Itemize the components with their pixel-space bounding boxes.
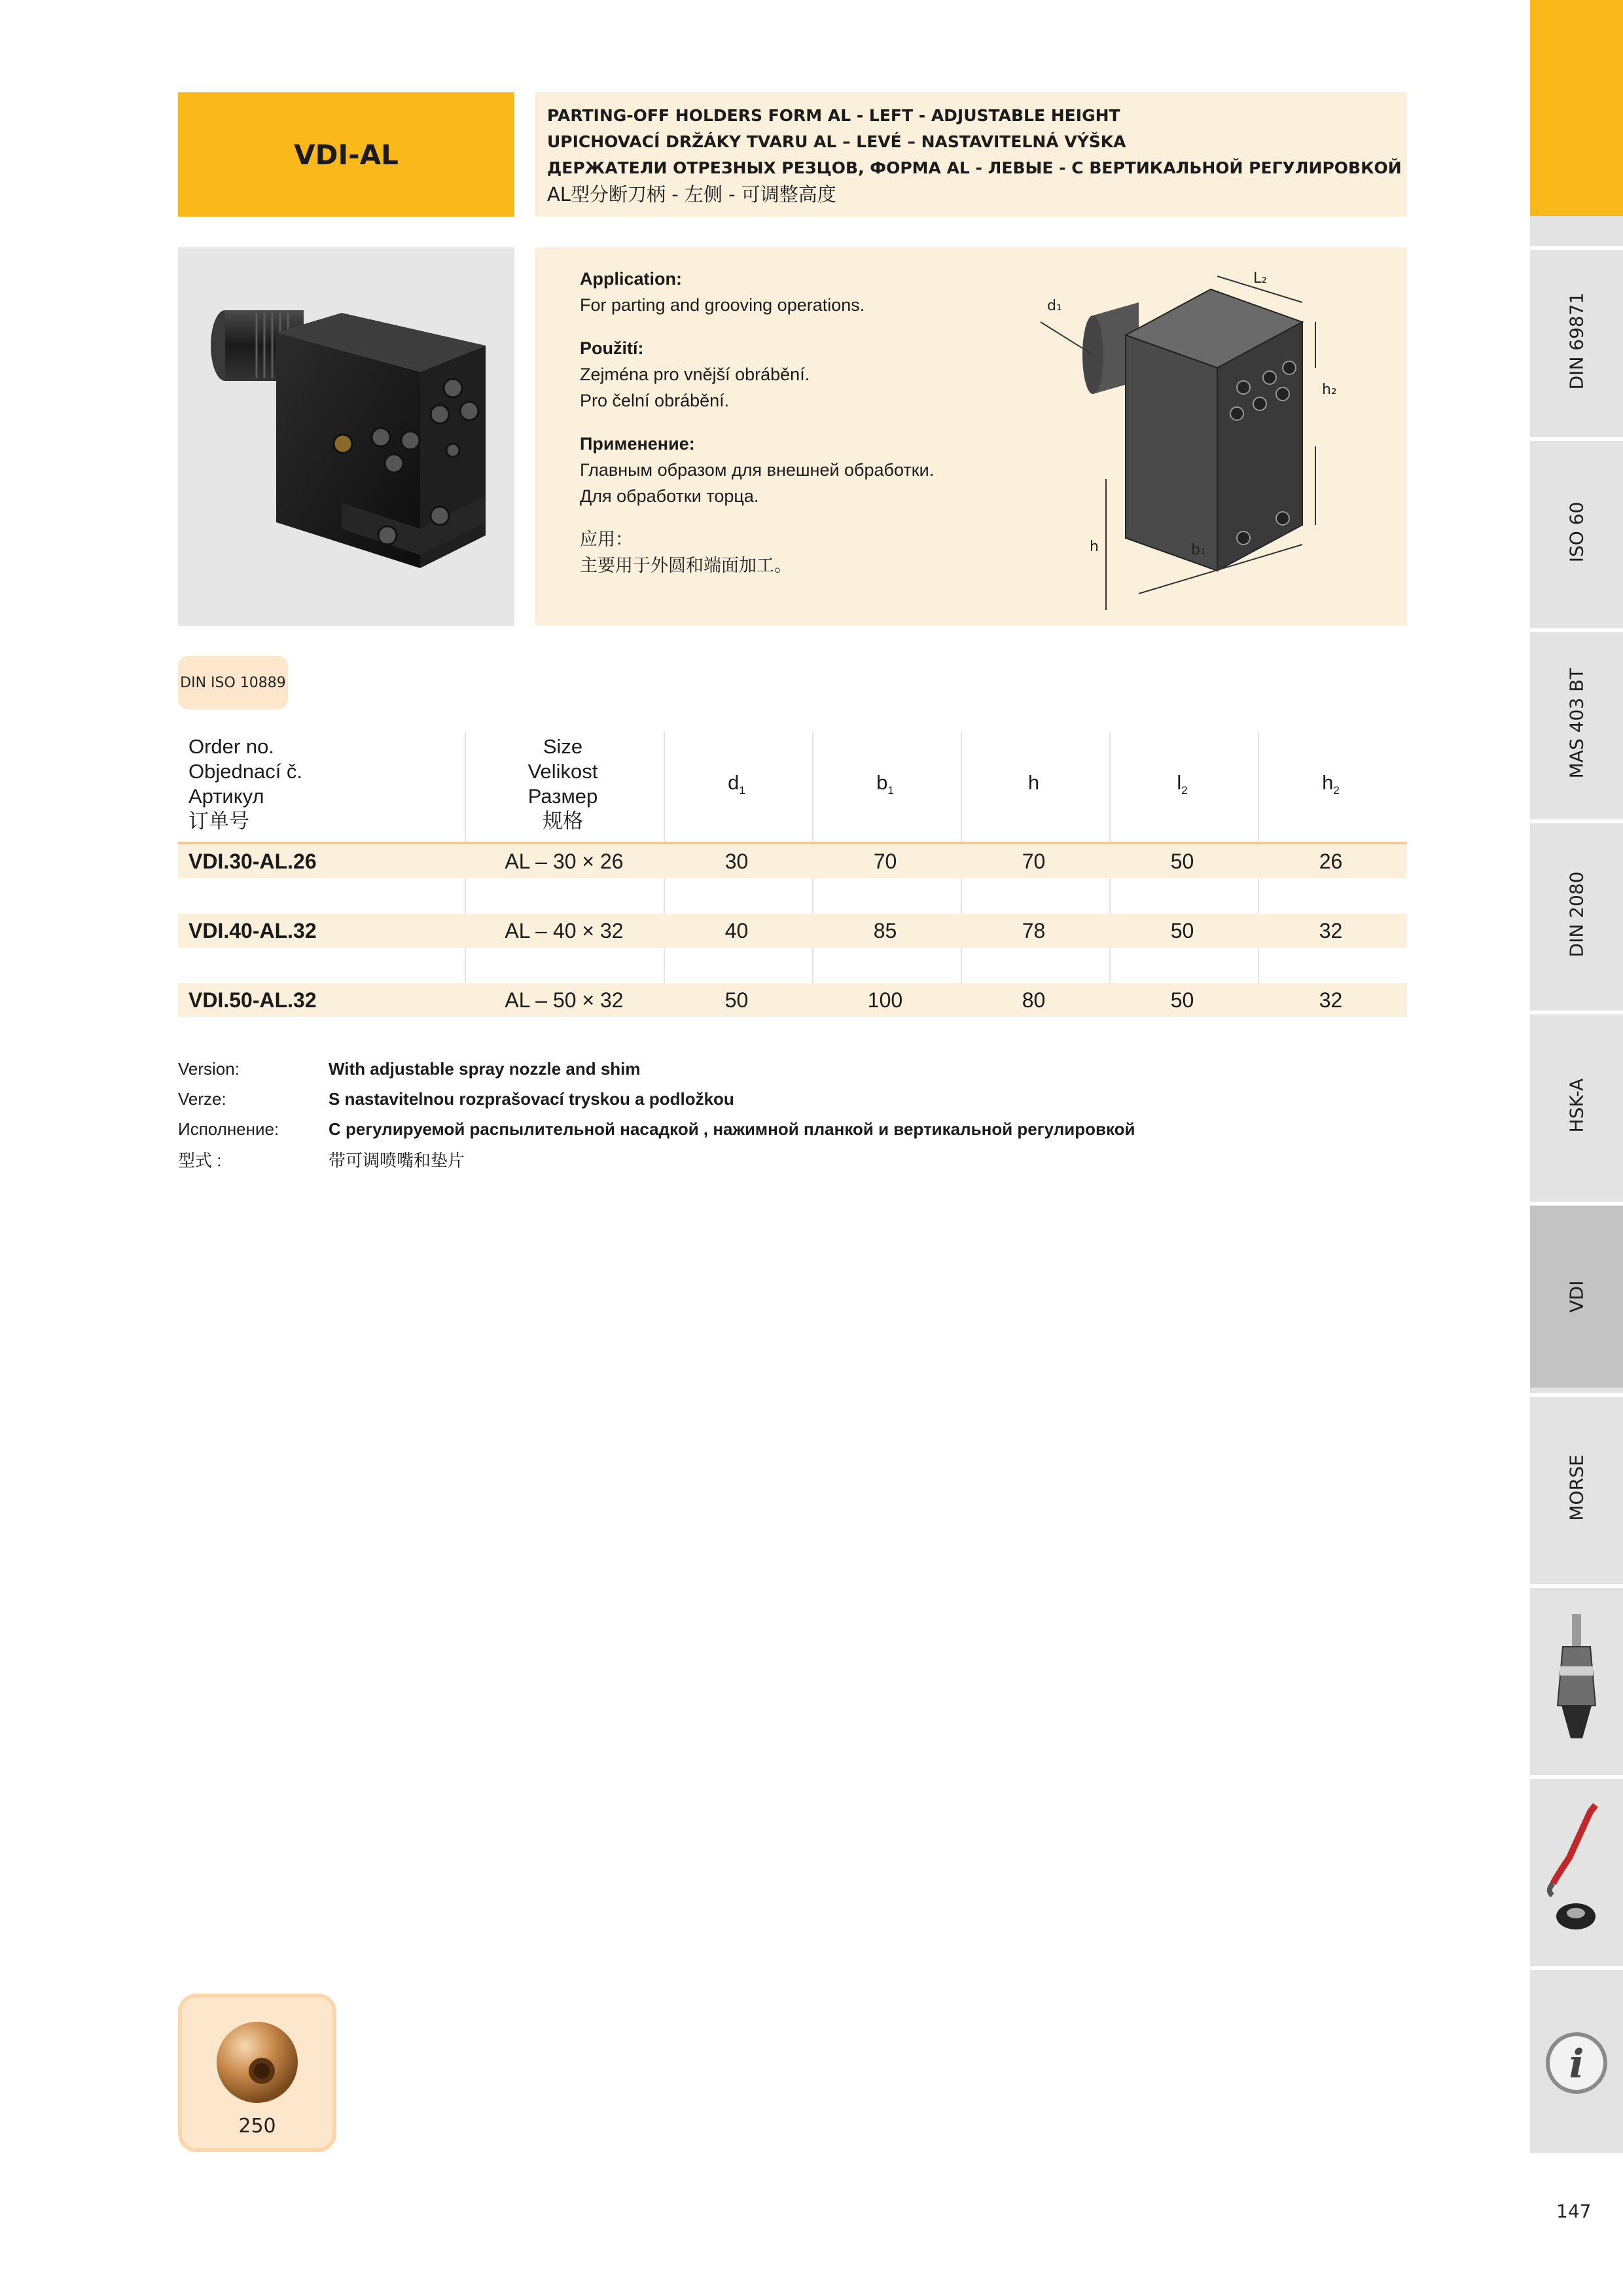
header-text: Objednací č. bbox=[188, 760, 303, 783]
header-text: Size bbox=[543, 735, 583, 758]
b1-cell: 70 bbox=[873, 850, 897, 873]
h2-column-header: $h_2$ bbox=[1322, 771, 1340, 797]
sidebar-tab-din-2080[interactable] bbox=[1530, 819, 1623, 1005]
d1-cell: 40 bbox=[724, 919, 749, 942]
dim-label-b1: b₁ bbox=[1191, 542, 1206, 558]
h2-cell: 32 bbox=[1319, 988, 1343, 1012]
wrench-and-nut-icon bbox=[1530, 1779, 1623, 1965]
table-row bbox=[178, 844, 1407, 878]
b1-cell: 85 bbox=[873, 919, 897, 942]
application-text-cn: 主要用于外圆和端面加工。 bbox=[580, 556, 792, 575]
model-title: VDI-AL bbox=[294, 138, 399, 171]
tab-label: MAS 403 BT bbox=[1565, 668, 1588, 779]
sidebar-tab-info[interactable] bbox=[1530, 1966, 1623, 2152]
tab-label: DIN 2080 bbox=[1565, 871, 1588, 958]
drill-chuck-icon bbox=[1530, 1588, 1623, 1774]
sidebar-tab-morse[interactable] bbox=[1530, 1393, 1623, 1579]
version-text: With adjustable spray nozzle and shim bbox=[329, 1058, 641, 1079]
order-number: VDI.50-AL.32 bbox=[188, 988, 317, 1012]
size-cell: AL – 30 × 26 bbox=[505, 850, 624, 873]
header-text: Артикул bbox=[188, 785, 264, 808]
order-number: VDI.30-AL.26 bbox=[188, 850, 317, 873]
dimension-drawing bbox=[1027, 263, 1400, 617]
title-cz: UPICHOVACÍ DRŽÁKY TVARU AL – LEVÉ – NASTAVITELNÁ VÝŠKA bbox=[547, 132, 1126, 151]
svg-text:i: i bbox=[1569, 2041, 1584, 2087]
tab-label: ISO 60 bbox=[1565, 501, 1588, 563]
order-column-header bbox=[188, 734, 302, 844]
table-row bbox=[178, 983, 1407, 1017]
standard-badge-label: DIN ISO 10889 bbox=[180, 674, 286, 691]
d1-cell: 50 bbox=[724, 988, 749, 1012]
b1-cell: 100 bbox=[867, 988, 903, 1012]
d1-cell: 30 bbox=[724, 850, 749, 873]
l2-cell: 50 bbox=[1170, 919, 1194, 942]
application-heading-cz: Použití: bbox=[580, 338, 644, 358]
application-box bbox=[535, 247, 1407, 626]
application-text-ru-2: Для обработки торца. bbox=[580, 486, 759, 506]
sidebar-tab-hsk-a[interactable] bbox=[1530, 1011, 1623, 1196]
h2-cell: 26 bbox=[1319, 850, 1343, 873]
header-text: Order no. bbox=[188, 735, 274, 758]
sidebar-tab-accessories[interactable] bbox=[1530, 1775, 1623, 1961]
tab-label: MORSE bbox=[1565, 1454, 1588, 1521]
tool-holder-photo-icon bbox=[178, 247, 514, 626]
spray-nozzle-card[interactable] bbox=[178, 1994, 336, 2152]
dim-label-h2: h₂ bbox=[1322, 382, 1337, 398]
d1-column-header: $d_1$ bbox=[728, 771, 745, 797]
h-cell: 70 bbox=[1022, 850, 1046, 873]
header-text: Velikost bbox=[527, 760, 598, 783]
application-heading-cn: 应用： bbox=[580, 529, 633, 549]
h2-cell: 32 bbox=[1319, 919, 1343, 942]
version-label: Исполнение: bbox=[178, 1119, 279, 1139]
nozzle-number: 250 bbox=[238, 2115, 276, 2138]
version-label: Verze: bbox=[178, 1088, 226, 1109]
sidebar-tab-din-69871[interactable] bbox=[1530, 246, 1623, 432]
dim-label-h: h bbox=[1090, 539, 1099, 555]
header-text: 订单号 bbox=[188, 810, 249, 833]
version-line-ru bbox=[178, 1114, 1135, 1144]
l2-cell: 50 bbox=[1170, 988, 1194, 1012]
title-en: PARTING-OFF HOLDERS FORM AL - LEFT - ADJUSTABLE HEIGHT bbox=[547, 106, 1120, 125]
version-label: 型式 : bbox=[178, 1150, 222, 1170]
dim-label-d1: d₁ bbox=[1047, 298, 1062, 314]
application-text-en: For parting and grooving operations. bbox=[580, 295, 865, 315]
order-number: VDI.40-AL.32 bbox=[188, 919, 317, 942]
header-text: 规格 bbox=[543, 810, 583, 833]
application-text-ru-1: Главным образом для внешней обработки. bbox=[580, 460, 935, 480]
dim-label-l2: L₂ bbox=[1253, 270, 1268, 287]
spray-nozzle-icon bbox=[178, 1994, 336, 2125]
version-text: S nastavitelnou rozprašovací tryskou a podložkou bbox=[329, 1088, 734, 1109]
tab-label: HSK-A bbox=[1565, 1078, 1588, 1133]
application-heading-en: Application: bbox=[580, 269, 682, 289]
sidebar-tab-chucks[interactable] bbox=[1530, 1584, 1623, 1770]
version-text: 带可调喷嘴和垫片 bbox=[329, 1150, 465, 1170]
version-block bbox=[178, 1054, 1135, 1174]
header-text: Размер bbox=[527, 785, 598, 808]
sidebar-tab-vdi[interactable] bbox=[1530, 1202, 1623, 1388]
title-cn: AL型分断刀柄 - 左侧 - 可调整高度 bbox=[547, 183, 836, 206]
application-text-cz-2: Pro čelní obrábění. bbox=[580, 391, 730, 410]
sidebar-tab-mas-403-bt[interactable] bbox=[1530, 628, 1623, 814]
h-cell: 80 bbox=[1022, 988, 1046, 1012]
table-header bbox=[178, 732, 1407, 844]
size-cell: AL – 40 × 32 bbox=[505, 919, 624, 942]
application-text bbox=[580, 266, 1025, 579]
model-title-box bbox=[178, 92, 514, 217]
sidebar-tab-iso-60[interactable] bbox=[1530, 437, 1623, 623]
product-photo bbox=[178, 247, 514, 626]
l2-column-header: $l_2$ bbox=[1177, 771, 1188, 797]
product-table bbox=[178, 732, 1407, 1017]
h-column-header: h bbox=[1027, 771, 1040, 794]
sidebar-accent bbox=[1530, 0, 1623, 216]
version-line-cn bbox=[178, 1144, 1135, 1174]
version-line-cz bbox=[178, 1084, 1135, 1114]
application-heading-ru: Применение: bbox=[580, 434, 695, 454]
size-column-header bbox=[463, 734, 662, 844]
size-cell: AL – 50 × 32 bbox=[505, 988, 624, 1012]
table-row bbox=[178, 914, 1407, 948]
info-icon bbox=[1530, 1970, 1623, 2156]
version-label: Version: bbox=[178, 1058, 240, 1079]
application-text-cz-1: Zejména pro vnější obrábění. bbox=[580, 365, 810, 384]
l2-cell: 50 bbox=[1170, 850, 1194, 873]
product-title-box bbox=[535, 92, 1407, 217]
category-sidebar bbox=[1530, 0, 1623, 2153]
page-number: 147 bbox=[1556, 2200, 1592, 2222]
h-cell: 78 bbox=[1022, 919, 1046, 942]
b1-column-header: $b_1$ bbox=[876, 771, 894, 797]
version-line-en bbox=[178, 1054, 1135, 1084]
tab-label: VDI bbox=[1565, 1280, 1588, 1313]
version-text: С регулируемой распылительной насадкой , нажимной планкой и вертикальной регулировкой bbox=[329, 1119, 1135, 1139]
tab-label: DIN 69871 bbox=[1565, 292, 1588, 390]
standard-badge bbox=[178, 656, 288, 709]
title-ru: ДЕРЖАТЕЛИ ОТРЕЗНЫХ РЕЗЦОВ, ФОРМА AL - ЛЕВЫЕ - С ВЕРТИКАЛЬНОЙ РЕГУЛИРОВКОЙ bbox=[547, 158, 1402, 177]
